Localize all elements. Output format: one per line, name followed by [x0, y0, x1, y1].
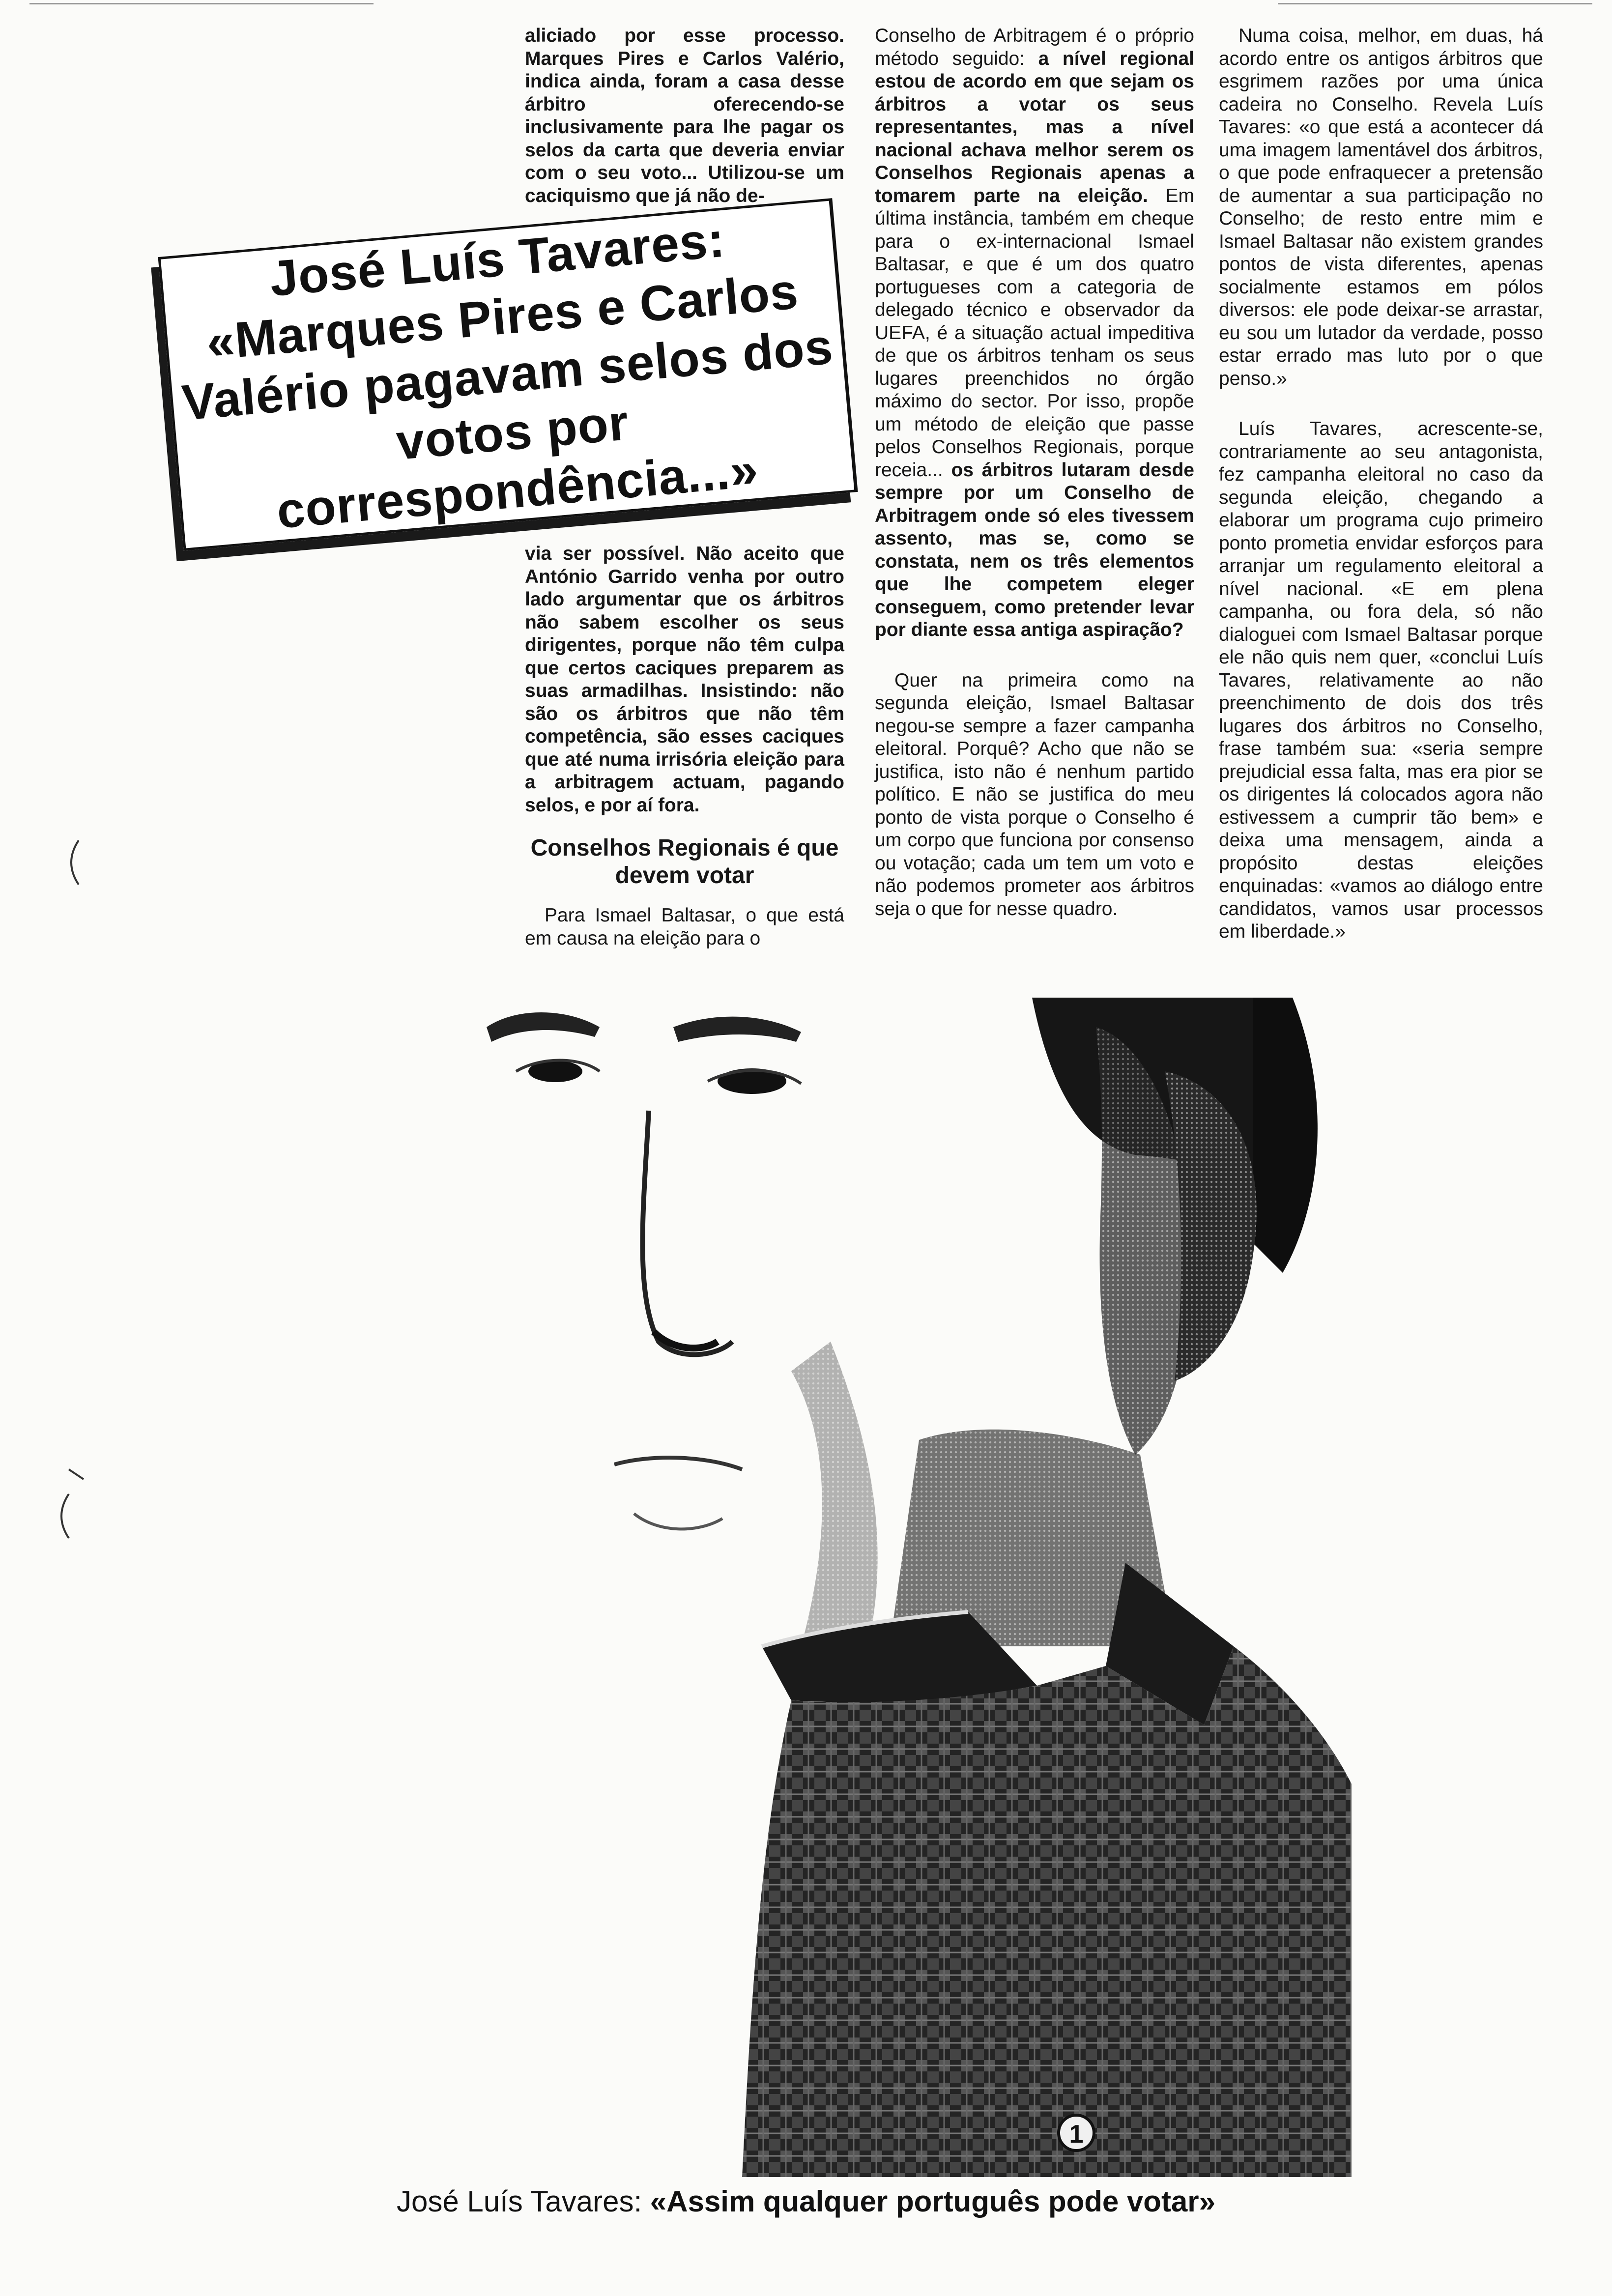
headline: José Luís Tavares: «Marques Pires e Carlos Valério pagavam selos dos votos por correspondência...» [179, 211, 835, 539]
quote-bold: os árbitros lutaram desde sempre por um Conselho de Arbitragem onde só eles tivessem assento, mas se, como se constata, nem os três elementos que lhe competem eleger conseguem, como pretender levar por diante essa antiga aspiração? [875, 459, 1194, 640]
text-run: Em última instância, também em cheque para o ex-internacional Ismael Baltasar, e que é um dos quatro portugueses com a categoria de delegado técnico e observador da UEFA, é a situação actual impeditiva de que os árbitros tenham os seus lugares preenchidos no órgão máximo do sector. Por isso, propõe um método de eleição que passe pelos Conselhos Regionais, porque receia... [875, 185, 1194, 481]
quote-bold: a nível regional estou de acordo em que sejam os árbitros a votar os seus representantes, mas a nível nacional achava melhor serem os Conselhos Regionais apenas a tomarem parte na eleição. [875, 48, 1194, 206]
caption-name: José Luís Tavares: [396, 2185, 642, 2218]
article-column-2 [875, 25, 1194, 920]
top-rule [29, 3, 374, 4]
article-column-3 [1219, 25, 1543, 944]
article-column-1-top [525, 25, 844, 207]
paragraph [875, 25, 1194, 642]
subheading: Conselhos Regionais é que devem votar [530, 835, 839, 889]
paragraph: via ser possível. Não aceito que António Garrido venha por outro lado argumentar que os árbitros não sabem escolher os seus dirigentes, porque não têm culpa que certos caciques preparem as suas armadilhas. Insistindo: não são os árbitros que não têm competência, são esses caciques que até numa irrisória eleição para a arbitragem actuam, pagando selos, e por aí fora. [525, 543, 844, 816]
portrait-photo-icon [487, 998, 1499, 2177]
photo-caption [0, 2182, 1612, 2221]
text-run: Conselho de Arbitragem é o próprio método seguido: [875, 25, 1194, 69]
jersey-number: 1 [1069, 2120, 1084, 2149]
paragraph: Luís Tavares, acrescente-se, contrariamente ao seu antagonista, fez campanha eleitoral no caso da segunda eleição, chegando a elaborar um programa cujo primeiro ponto prometia envidar esforços para arranjar um regulamento eleitoral a nível nacional. «E em plena campanha, ou fora dela, só não dialoguei com Ismael Baltasar porque ele não quis nem quer, «conclui Luís Tavares, relativamente ao não preenchimento de dois dos três lugares dos árbitros no Conselho, frase também sua: «seria sempre prejudicial essa falta, mas era pior se os dirigentes lá colocados agora não estivessem a cumprir tão bem» e deixa uma mensagem, ainda a propósito destas eleições enquinadas: «vamos ao diálogo entre candidatos, vamos usar processos em liberdade.» [1219, 418, 1543, 942]
paragraph: Para Ismael Baltasar, o que está em causa na eleição para o [525, 905, 844, 949]
article-column-1-bottom [525, 543, 844, 950]
headline-box [158, 198, 858, 551]
top-rule [1278, 3, 1592, 4]
portrait-photo [487, 998, 1499, 2177]
paragraph: Quer na primeira como na segunda eleição, Ismael Baltasar negou-se sempre a fazer campanha eleitoral. Porquê? Acho que não se justifica, isto não é nenhum partido político. E não se justifica do meu ponto de vista porque o Conselho é um corpo que funciona por consenso ou votação; cada um tem um voto e não podemos prometer aos árbitros seja o que for nesse quadro. [875, 669, 1194, 919]
paragraph: aliciado por esse processo. Marques Pires e Carlos Valério, indica ainda, foram a casa desse árbitro oferecendo-se inclusivamente para lhe pagar os selos da carta que deveria enviar com o seu voto... Utilizou-se um caciquismo que já não de- [525, 25, 844, 206]
margin-mark-icon [49, 1464, 93, 1543]
caption-quote: «Assim qualquer português pode votar» [650, 2185, 1216, 2218]
paragraph: Numa coisa, melhor, em duas, há acordo entre os antigos árbitros que esgrimem razões por uma única cadeira no Conselho. Revela Luís Tavares: «o que está a acontecer dá uma imagem lamentável dos árbitros, o que pode enfraquecer a pretensão de aumentar a sua participação no Conselho; de resto entre mim e Ismael Baltasar não existem grandes pontos de vista diferentes, apenas socialmente estamos em pólos diversos: ele pode deixar-se arrastar, eu sou um lutador da verdade, posso estar errado mas luto por o que penso.» [1219, 25, 1543, 389]
margin-mark-icon [59, 835, 93, 890]
